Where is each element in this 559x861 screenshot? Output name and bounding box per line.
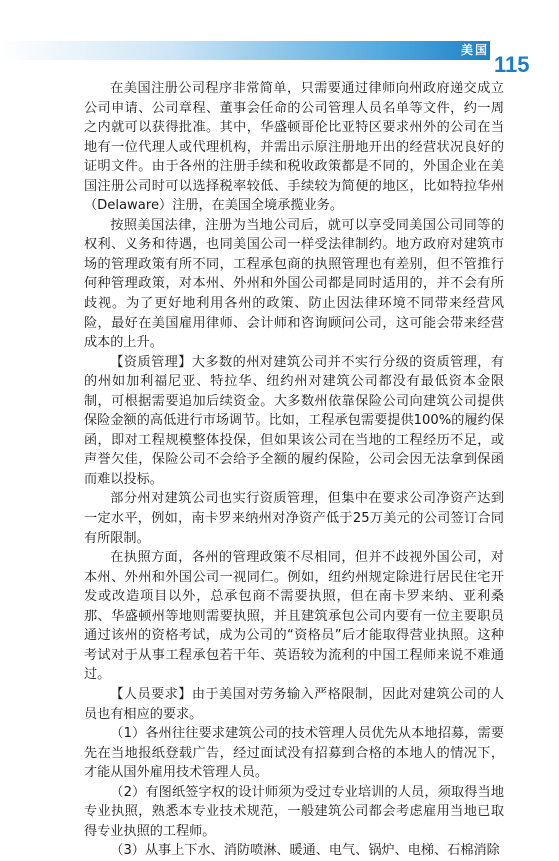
paragraph: 【人员要求】由于美国对劳务输入严格限制，因此对建筑公司的人员也有相应的要求。 bbox=[84, 686, 504, 722]
paragraph: 按照美国法律，注册为当地公司后，就可以享受同美国公司同等的权利、义务和待遇，也同美国公司一样受法律制约。地方政府对建筑市场的管理政策有所不同，工程承包商的执照管理也有差别，但不管推行何种管理政策，对本州、外州和外国公司都是同时适用的，并不会有所歧视。为了更好地利用各州的政策、防止因法律环境不同带来经营风险，最好在美国雇用律师、会计师和咨询顾问公司，这可能会带来经营成本的上升。 bbox=[84, 217, 504, 351]
paragraph: 【资质管理】大多数的州对建筑公司并不实行分级的资质管理，有的州如加利福尼亚、特拉华、纽约州对建筑公司都没有最低资本金限制，可根据需要追加后续资金。大多数州依靠保险公司向建筑公司提供保险金额的高低进行市场调节。比如，工程承包需要提供100%的履约保函，即对工程规模整体投保，但如果该公司在当地的工程经历不足，或声誉欠佳，保险公司不会给予全额的履约保险，公司会因无法拿到保函而难以投标。 bbox=[84, 354, 504, 487]
paragraph: 部分州对建筑公司也实行资质管理，但集中在要求公司净资产达到一定水平，例如，南卡罗来纳州对净资产低于25万美元的公司签订合同有所限制。 bbox=[84, 491, 504, 546]
body-text bbox=[84, 79, 504, 861]
page-number: 115 bbox=[494, 52, 530, 77]
paragraph: 在执照方面，各州的管理政策不尽相同，但并不歧视外国公司，对本州、外州和外国公司一视同仁。例如，纽约州规定除进行居民住宅开发或改造项目以外，总承包商不需要执照，但在南卡罗来纳、亚利桑那、华盛顿州等地则需要执照，并且建筑承包公司内要有一位主要职员通过该州的资格考试，成为公司的“资格员”后才能取得营业执照。这种考试对于从事工程承包若干年、英语较为流利的中国工程师来说不难通过。 bbox=[84, 550, 504, 683]
paragraph: （1）各州往往要求建筑公司的技术管理人员优先从本地招募，需要先在当地报纸登载广告，经过面试没有招募到合格的本地人的情况下，才能从国外雇用技术管理人员。 bbox=[84, 726, 504, 781]
header-band bbox=[0, 41, 490, 60]
running-header-country: 美国 bbox=[461, 43, 490, 57]
paragraph: 在美国注册公司程序非常简单，只需要通过律师向州政府递交成立公司申请、公司章程、董事会任命的公司管理人员名单等文件，约一周之内就可以获得批准。其中，华盛顿哥伦比亚特区要求州外的公司在当地有一位代理人或代理机构，并需出示原注册地开出的经营状况良好的证明文件。由于各州的注册手续和税收政策都是不同的，外国企业在美国注册公司时可以选择税率较低、手续较为简便的地区，比如特拉华州（Delaware）注册，在美国全境承揽业务。 bbox=[84, 81, 504, 214]
paragraph: （2）有图纸签字权的设计师须为受过专业培训的人员，须取得当地专业执照，熟悉本专业技术规范，一般建筑公司都会考虑雇用当地已取得专业执照的工程师。 bbox=[84, 784, 504, 839]
paragraph: （3）从事上下水、消防喷淋、暖通、电气、锅炉、电梯、石棉消除 bbox=[110, 843, 500, 859]
